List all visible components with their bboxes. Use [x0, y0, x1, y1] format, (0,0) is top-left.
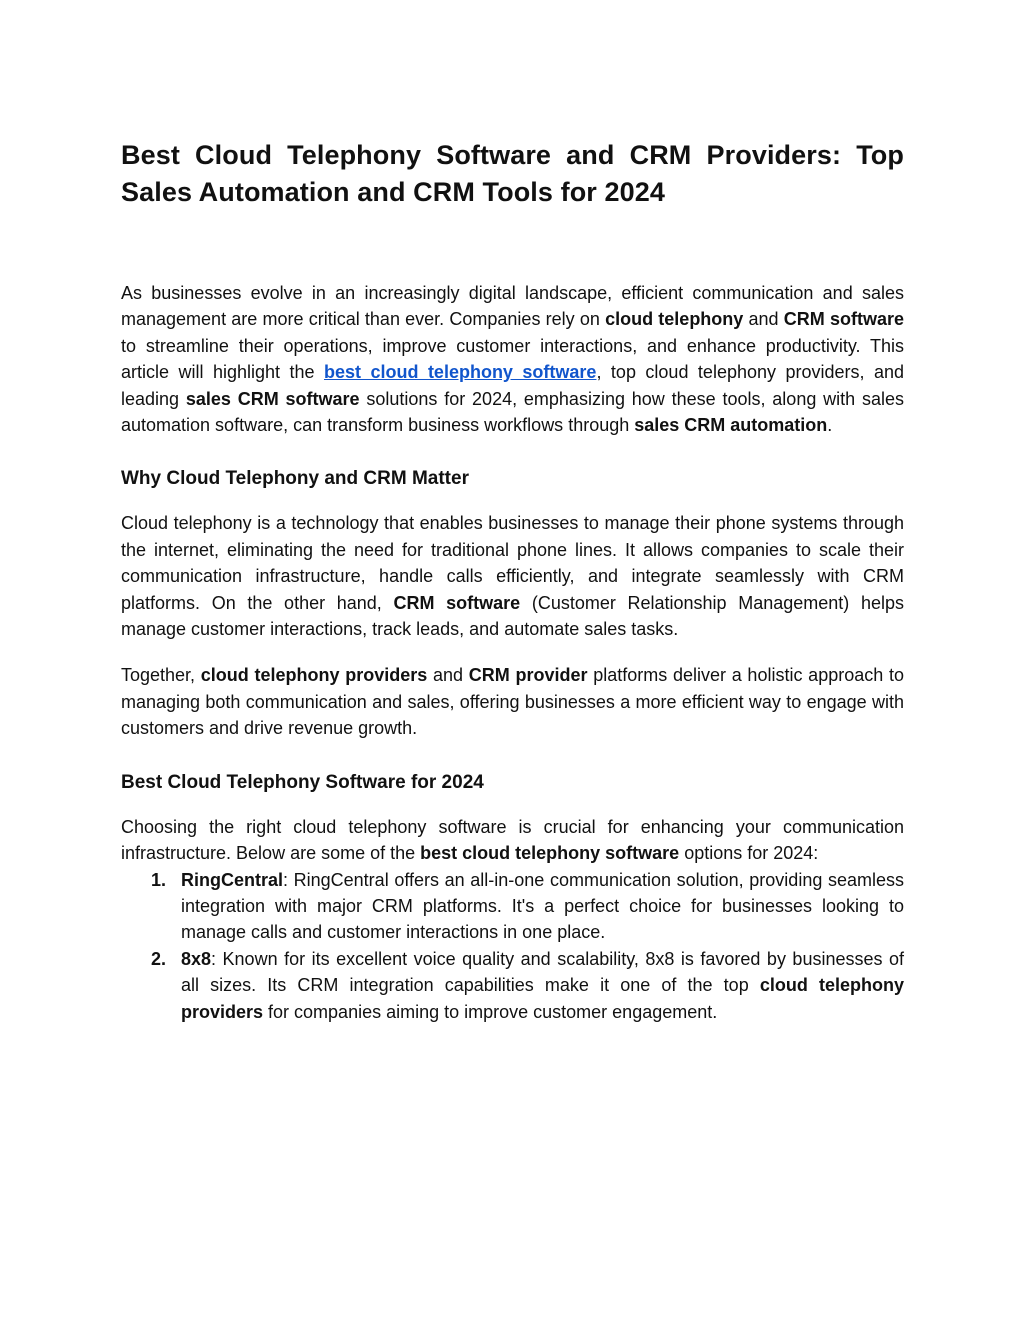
why-p1-bold-crm-software: CRM software: [393, 592, 521, 613]
list-item-number: 1.: [151, 869, 167, 890]
provider-list: [121, 867, 904, 1025]
intro-text-4: , top cloud telephony providers, and leading: [121, 362, 905, 409]
page-title: Best Cloud Telephony Software and CRM Providers: Top Sales Automation and CRM Tools for 2024: [121, 140, 904, 207]
list-item-name: 8x8: [181, 948, 212, 969]
list-item: [121, 867, 904, 946]
why-p2-bold-crm-provider: CRM provider: [468, 665, 588, 686]
intro-text-6: .: [827, 415, 833, 436]
list-item-text: : RingCentral offers an all-in-one communication solution, providing seamless integration with major CRM platforms. It's a perfect choice for businesses looking to manage calls and customer interactions in one place.: [181, 869, 904, 943]
best-paragraph: [121, 814, 904, 867]
why-paragraph-1: [121, 510, 904, 642]
list-item-bold: cloud telephony providers: [181, 975, 904, 1022]
why-p2-text-1: Together,: [121, 665, 201, 686]
why-p2-bold-cloud-telephony-providers: cloud telephony providers: [200, 665, 428, 686]
why-p2-text-3: platforms deliver a holistic approach to managing both communication and sales, offering businesses a more efficient way to engage with customers and drive revenue growth.: [121, 665, 904, 739]
list-item: [121, 946, 904, 1025]
intro-text-2: and: [743, 309, 784, 330]
best-p1-text-2: options for 2024:: [679, 843, 819, 864]
intro-text-3: to streamline their operations, improve customer interactions, and enhance productivity. This article will highlight the: [121, 335, 904, 383]
why-paragraph-2: [121, 662, 904, 741]
intro-text-5: solutions for 2024, emphasizing how these tools, along with sales automation software, can transform business workflows through: [121, 388, 904, 436]
intro-bold-sales-crm-automation: sales CRM automation: [634, 415, 828, 436]
intro-bold-cloud-telephony: cloud telephony: [605, 309, 744, 330]
list-item-name: RingCentral: [181, 869, 284, 890]
document-page: [121, 0, 904, 1025]
list-item-number: 2.: [151, 948, 167, 969]
section-heading-why: Why Cloud Telephony and CRM Matter: [121, 468, 469, 490]
list-item-text-2: for companies aiming to improve customer engagement.: [263, 1001, 718, 1022]
list-item-text: : Known for its excellent voice quality and scalability, 8x8 is favored by businesses of all sizes. Its CRM integration capabilities make it one of the top: [181, 948, 904, 996]
intro-text-1: As businesses evolve in an increasingly digital landscape, efficient communication and sales management are more critical than ever. Companies rely on: [121, 283, 904, 330]
why-p1-text-2: (Customer Relationship Management) helps manage customer interactions, track leads, and automate sales tasks.: [121, 592, 904, 640]
intro-paragraph: [121, 280, 904, 438]
why-p2-text-2: and: [427, 665, 469, 686]
best-p1-text-1: Choosing the right cloud telephony software is crucial for enhancing your communication infrastructure. Below are some of the: [121, 816, 904, 864]
best-cloud-telephony-software-link[interactable]: best cloud telephony software: [323, 362, 597, 383]
intro-bold-sales-crm-software: sales CRM software: [185, 388, 360, 409]
best-p1-bold: best cloud telephony software: [420, 843, 680, 864]
intro-bold-crm-software: CRM software: [783, 309, 904, 330]
section-heading-best: Best Cloud Telephony Software for 2024: [121, 771, 484, 793]
why-p1-text-1: Cloud telephony is a technology that enables businesses to manage their phone systems through the internet, eliminating the need for traditional phone lines. It allows companies to scale their communication infrastructure, handle calls efficiently, and integrate seamlessly with CRM platforms. On the other hand,: [121, 513, 904, 613]
